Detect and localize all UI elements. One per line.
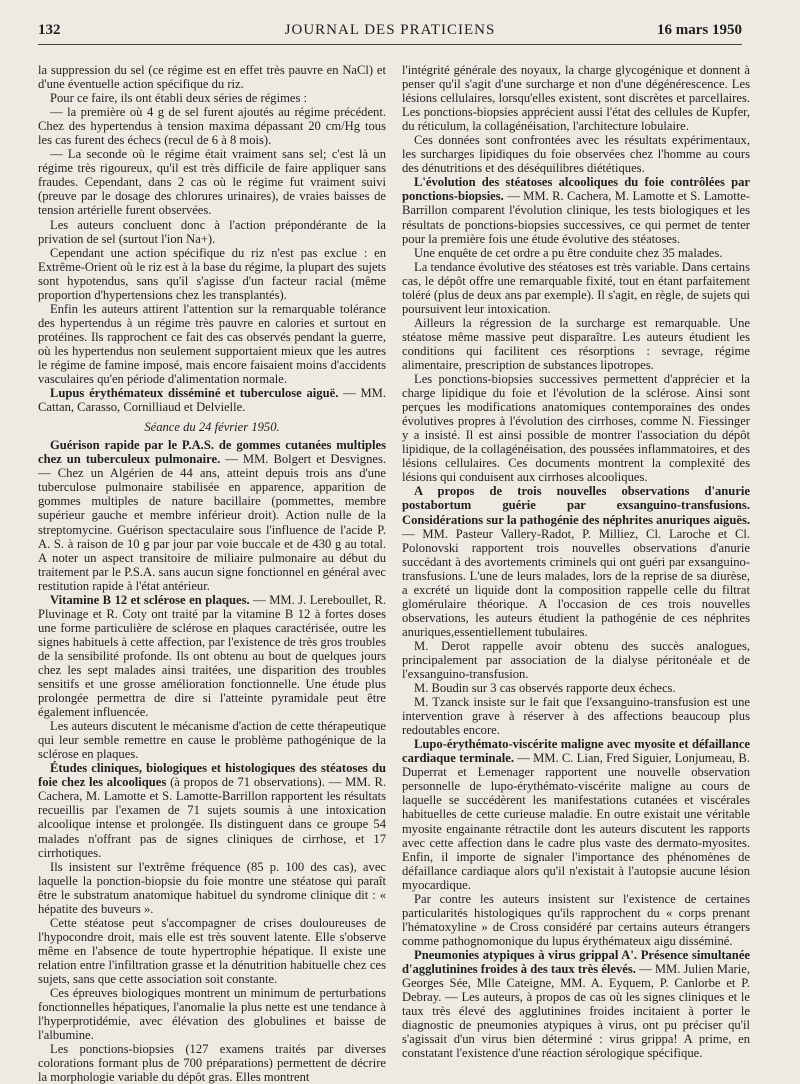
paragraph (38, 1042, 386, 1084)
paragraph-text: Cette stéatose peut s'accompagner de crises douloureuses de l'hypocondre droit, mais elle est très souvent latente. Elle s'observe même en l'absence de toute hypertrophie hépatique. Il existe une relation entre l'infiltration grasse et la dénutrition habituelle chez ces sujets, sans que cette association soit constante. (38, 915, 386, 986)
paragraph-text: Les ponctions-biopsies successives permettent d'apprécier et la charge lipidique du foie et l'évolution de la sclérose. Ainsi sont perçues les modifications anatomiques contemporaines des ondes évolutives propres à l'évolution des cirrhoses, comme N. Fiessinger y a insisté. Il est ainsi possible de montrer l'association du dépôt lipidique, de la collagénéisation, des poussées inflammatoires, et des lésions cellulaires. Ces documents montrent la complexité des lésions qui conduisent aux cirrhoses alcooliques. (402, 372, 750, 485)
paragraph-text: Par contre les auteurs insistent sur l'existence de certaines particularités histologiques qu'ils rapprochent du « corps prenant l'hématoxyline » de Cross considéré par certains auteurs étrangers comme pathognomonique du lupus érythémateux aigu disséminé. (402, 891, 750, 948)
paragraph-text: — MM. Bolgert et Desvignes. — Chez un Algérien de 44 ans, atteint depuis trois ans d'une tuberculose pulmonaire stabilisée en apparence, apparition de gommes multiples de nature bacillaire (pommettes, membre supérieur gauche et membre inférieur droit). Action nulle de la streptomycine. Guérison spectaculaire sous l'influence de l'acide P. A. S. à raison de 10 g par jour par voie buccale et de 430 g au total. A noter un aspect transitoire de miliaire pulmonaire au début du traitement par le P.S.A. sans aucun signe fonctionnel en général avec restitution rapide à l'état antérieur. (38, 452, 387, 593)
paragraph (402, 63, 750, 133)
paragraph (38, 246, 386, 302)
paragraph (38, 986, 386, 1042)
journal-title: JOURNAL DES PRATICIENS (284, 22, 496, 38)
paragraph (402, 681, 750, 695)
paragraph-text: Les auteurs concluent donc à l'action prépondérante de la privation de sel (surtout l'ion Na+). (38, 217, 386, 246)
report-title: A propos de trois nouvelles observations d'anurie postabortum guérie par exsanguino-transfusions. Considérations sur la pathogénie des néphrites anuriques aiguës. (402, 484, 750, 527)
paragraph-text: Ces épreuves biologiques montrent un minimum de perturbations fonctionnelles hépatiques, l'anomalie la plus nette est une tendance à l'hyperprotidémie, avec élévation des globulines et baisse de l'albumine. (38, 986, 386, 1043)
paragraph (402, 695, 750, 737)
paragraph (38, 105, 386, 147)
paragraph-text: (à propos de 71 observations). — MM. R. Cachera, M. Lamotte et S. Lamotte-Barrillon rapportent les résultats recueillis par l'examen de 71 sujets soumis à une intoxication alcoolique intense et prolongée. Ils distinguent dans ce groupe 54 malades n'offrant pas de signes cliniques de cirrhose, et 17 cirrhotiques. (38, 775, 387, 860)
paragraph (38, 91, 386, 105)
paragraph (402, 316, 750, 372)
paragraph-text: — MM. Pasteur Vallery-Radot, P. Milliez, Cl. Laroche et Cl. Polonovski rapportent trois nouvelles observations d'anurie succédant à des avortements criminels qui ont guéri par exsanguino-transfusions. L'une de leurs malades, lors de la reprise de sa diurèse, a excrété un liquide dont la composition rappelle celle du filtrat glomérulaire théorique. A l'occasion de ces trois nouvelles observations, les auteurs étudient la pathogénie de ces néphrites anuriques,essentiellement tubulaires. (402, 526, 750, 639)
report-title: Études cliniques, biologiques et histologiques des stéatoses du foie chez les alcooliques (38, 761, 386, 790)
paragraph-text: Les ponctions-biopsies (127 examens traités par diverses colorations formant plus de 700 préparations) permettent de décrire la morphologie variable du dépôt gras. Elles montrent (38, 1042, 386, 1084)
paragraph (38, 302, 386, 386)
page-header (38, 22, 742, 45)
paragraph (38, 916, 386, 986)
paragraph (38, 63, 386, 91)
paragraph-text: — MM. R. Cachera, M. Lamotte et S. Lamotte-Barrillon comparent l'évolution clinique, les tests biologiques et les résultats de ponctions-biopsies successives, ce qui permet de tenter pour la première fois une étude évolutive des stéatoses. (402, 189, 750, 246)
paragraph-text: La tendance évolutive des stéatoses est très variable. Dans certains cas, le dépôt offre une remarquable fixité, tout en étant parfaitement toléré (plus de deux ans par exemple). Il s'agit, en règle, de sujets qui poursuivent leur intoxication. (402, 259, 750, 316)
paragraph (402, 133, 750, 175)
paragraph-text: Ailleurs la régression de la surcharge est remarquable. Une stéatose même massive peut disparaître. Les auteurs étudient les conditions qui facilitent ces résorptions : sevrage, régime alimentaire, prescription de substances lipotropes. (402, 315, 750, 372)
paragraph-text: Les auteurs discutent le mécanisme d'action de cette thérapeutique qui leur semble remettre en cause le problème pathogénique de la sclérose en plaques. (38, 719, 386, 762)
report-title: Lupus érythémateux disséminé et tuberculose aiguë. (50, 386, 339, 401)
paragraph (38, 719, 386, 761)
paragraph (38, 218, 386, 246)
paragraph-text: l'intégrité générale des noyaux, la charge glycogénique et donnent à penser qu'il s'agit d'une surcharge et non d'une dégénérescence. Les lésions cellulaires, lorsqu'elles existent, sont discrètes et parcellaires. Les ponctions-biopsies apprécient aussi l'état des cellules de Kupfer, du réticulum, la collagénéisation, l'architecture lobulaire. (402, 63, 750, 134)
paragraph (402, 260, 750, 316)
paragraph (402, 372, 750, 484)
paragraph-text: Ces données sont confrontées avec les résultats expérimentaux, les surcharges lipidiques du foie observées chez l'homme au cours des dénutritions et des déséquilibres diététiques. (402, 133, 750, 176)
report-paragraph (402, 484, 750, 639)
paragraph (402, 246, 750, 260)
report-paragraph (38, 386, 386, 414)
paragraph-text: Ils insistent sur l'extrême fréquence (85 p. 100 des cas), avec laquelle la ponction-biopsie du foie montre une stéatose qui paraît être le substratum anatomique habituel du syndrome clinique dit : « hépatite des buveurs ». (38, 859, 386, 916)
report-paragraph (38, 438, 386, 593)
session-date-line (38, 420, 386, 434)
report-title: Vitamine B 12 et sclérose en plaques. (50, 592, 250, 607)
report-title: Pneumonies atypiques à virus grippal A'. Présence simultanée d'agglutinines froides à des taux très élevés. (402, 947, 750, 976)
paragraph-text: M. Derot rappelle avoir obtenu des succès analogues, principalement par association de la dialyse péritonéale et de l'exsanguino-transfusion. (402, 638, 750, 682)
paragraph-text: — la première où 4 g de sel furent ajoutés au régime précédent. Chez des hypertendus à tension maxima dépassant 20 cm/Hg tous les cas furent des échecs (recul de 6 à 8 mois). (38, 105, 386, 148)
report-paragraph (38, 761, 386, 859)
paragraph (402, 892, 750, 948)
paragraph-text: Séance du 24 février 1950. (144, 420, 280, 435)
report-paragraph (38, 593, 386, 719)
paragraph (38, 147, 386, 217)
report-title: Guérison rapide par le P.A.S. de gommes cutanées multiples chez un tuberculeux pulmonaire. (38, 438, 386, 467)
paragraph-text: Une enquête de cet ordre a pu être conduite chez 35 malades. (414, 245, 723, 260)
paragraph-text: Cependant une action spécifique du riz n'est pas exclue : en Extrême-Orient où le riz est à la base du régime, la plupart des sujets sont hypotendus, sans qu'il s'agisse d'un facteur racial (même proportion d'hypertensions chez les transplantés). (38, 245, 386, 302)
paragraph-text: M. Boudin sur 3 cas observés rapporte deux échecs. (414, 681, 676, 696)
paragraph-text: — MM. Cattan, Carasso, Cornilliaud et Delvielle. (38, 386, 387, 415)
report-title: Lupo-érythémato-viscérite maligne avec myosite et défaillance cardiaque terminale. (402, 737, 750, 766)
report-paragraph (402, 175, 750, 245)
report-paragraph (402, 737, 750, 892)
paragraph-text: — La seconde où le régime était vraiment sans sel; c'est là un régime très rigoureux, qu'il est très difficile de faire appliquer sans fraudes. Cependant, dans 2 cas où le régime fut vraiment suivi (preuve par le dosage des chlorures urinaires), de vraies baisses de tension artérielle furent observées. (38, 147, 386, 218)
page-number: 132 (38, 22, 61, 38)
paragraph (38, 860, 386, 916)
paragraph-text: — MM. C. Lian, Fred Siguier, Lonjumeau, B. Duperrat et Lemenager rapportent une nouvelle observation personnelle de lupo-érythémato-viscérite maligne au cours de laquelle se succédèrent les manifestations cutanées et viscérales habituelles de cette curieuse maladie. En outre existait une véritable myosite engainante rétractile dont les auteurs discutent les rapports avec cette affection dans le cadre plus vaste des dermato-myosites. Enfin, il importe de signaler l'importance des phénomènes de défaillance cardiaque alors qu'il n'existait à l'autopsie aucune lésion myocardique. (402, 751, 750, 892)
paragraph-text: la suppression du sel (ce régime est en effet très pauvre en NaCl) et d'une éventuelle action spécifique du riz. (38, 63, 386, 92)
report-paragraph (402, 948, 750, 1060)
report-title: L'évolution des stéatoses alcooliques du foie contrôlées par ponctions-biopsies. (402, 175, 750, 204)
issue-date: 16 mars 1950 (657, 22, 742, 38)
left-column (38, 63, 386, 1084)
paragraph-text: — MM. Julien Marie, Georges Sée, Mlle Cateigne, MM. A. Eyquem, P. Canlorbe et P. Debray. — Les auteurs, à propos de cas où les signes cliniques et le taux très élevé des agglutinines froides incitaient à porter le diagnostic de pneumonies atypiques à virus, ont pu préciser qu'il s'agissait d'un virus bien déterminé : virus grippa! A prime, en constatant l'existence d'une réaction sérologique spécifique. (402, 962, 750, 1061)
right-column (402, 63, 750, 1060)
paragraph (402, 639, 750, 681)
paragraph-text: Enfin les auteurs attirent l'attention sur la remarquable tolérance des hypertendus à un régime très pauvre en calories et surtout en protéines. Ils rapprochent ce fait des cas observés pendant la guerre, où les hypertendus non seulement supportaient mieux que les autres le régime de famine imposé, mais encore faisaient moins d'accidents vasculaires qu'en période d'alimentation normale. (38, 301, 386, 387)
paragraph-text: — MM. J. Lereboullet, R. Pluvinage et R. Coty ont traité par la vitamine B 12 à fortes doses une forme particulière de sclérose en plaques caractérisée, outre les signes habituels à cette affection, par l'existence de très gros troubles de la sensibilité profonde. Ils ont obtenu au bout de quelques jours chez les sept malades ainsi traitées, une disparition des troubles sensitifs et une grosse amélioration fonctionnelle. Une étude plus prolongée permettra de dire si l'atteinte pyramidale peut être également influencée. (38, 592, 387, 720)
paragraph-text: M. Tzanck insiste sur le fait que l'exsanguino-transfusion est une intervention grave à réserver à des affections beaucoup plus redoutables encore. (402, 695, 750, 738)
paragraph-text: Pour ce faire, ils ont établi deux séries de régimes : (50, 91, 308, 106)
